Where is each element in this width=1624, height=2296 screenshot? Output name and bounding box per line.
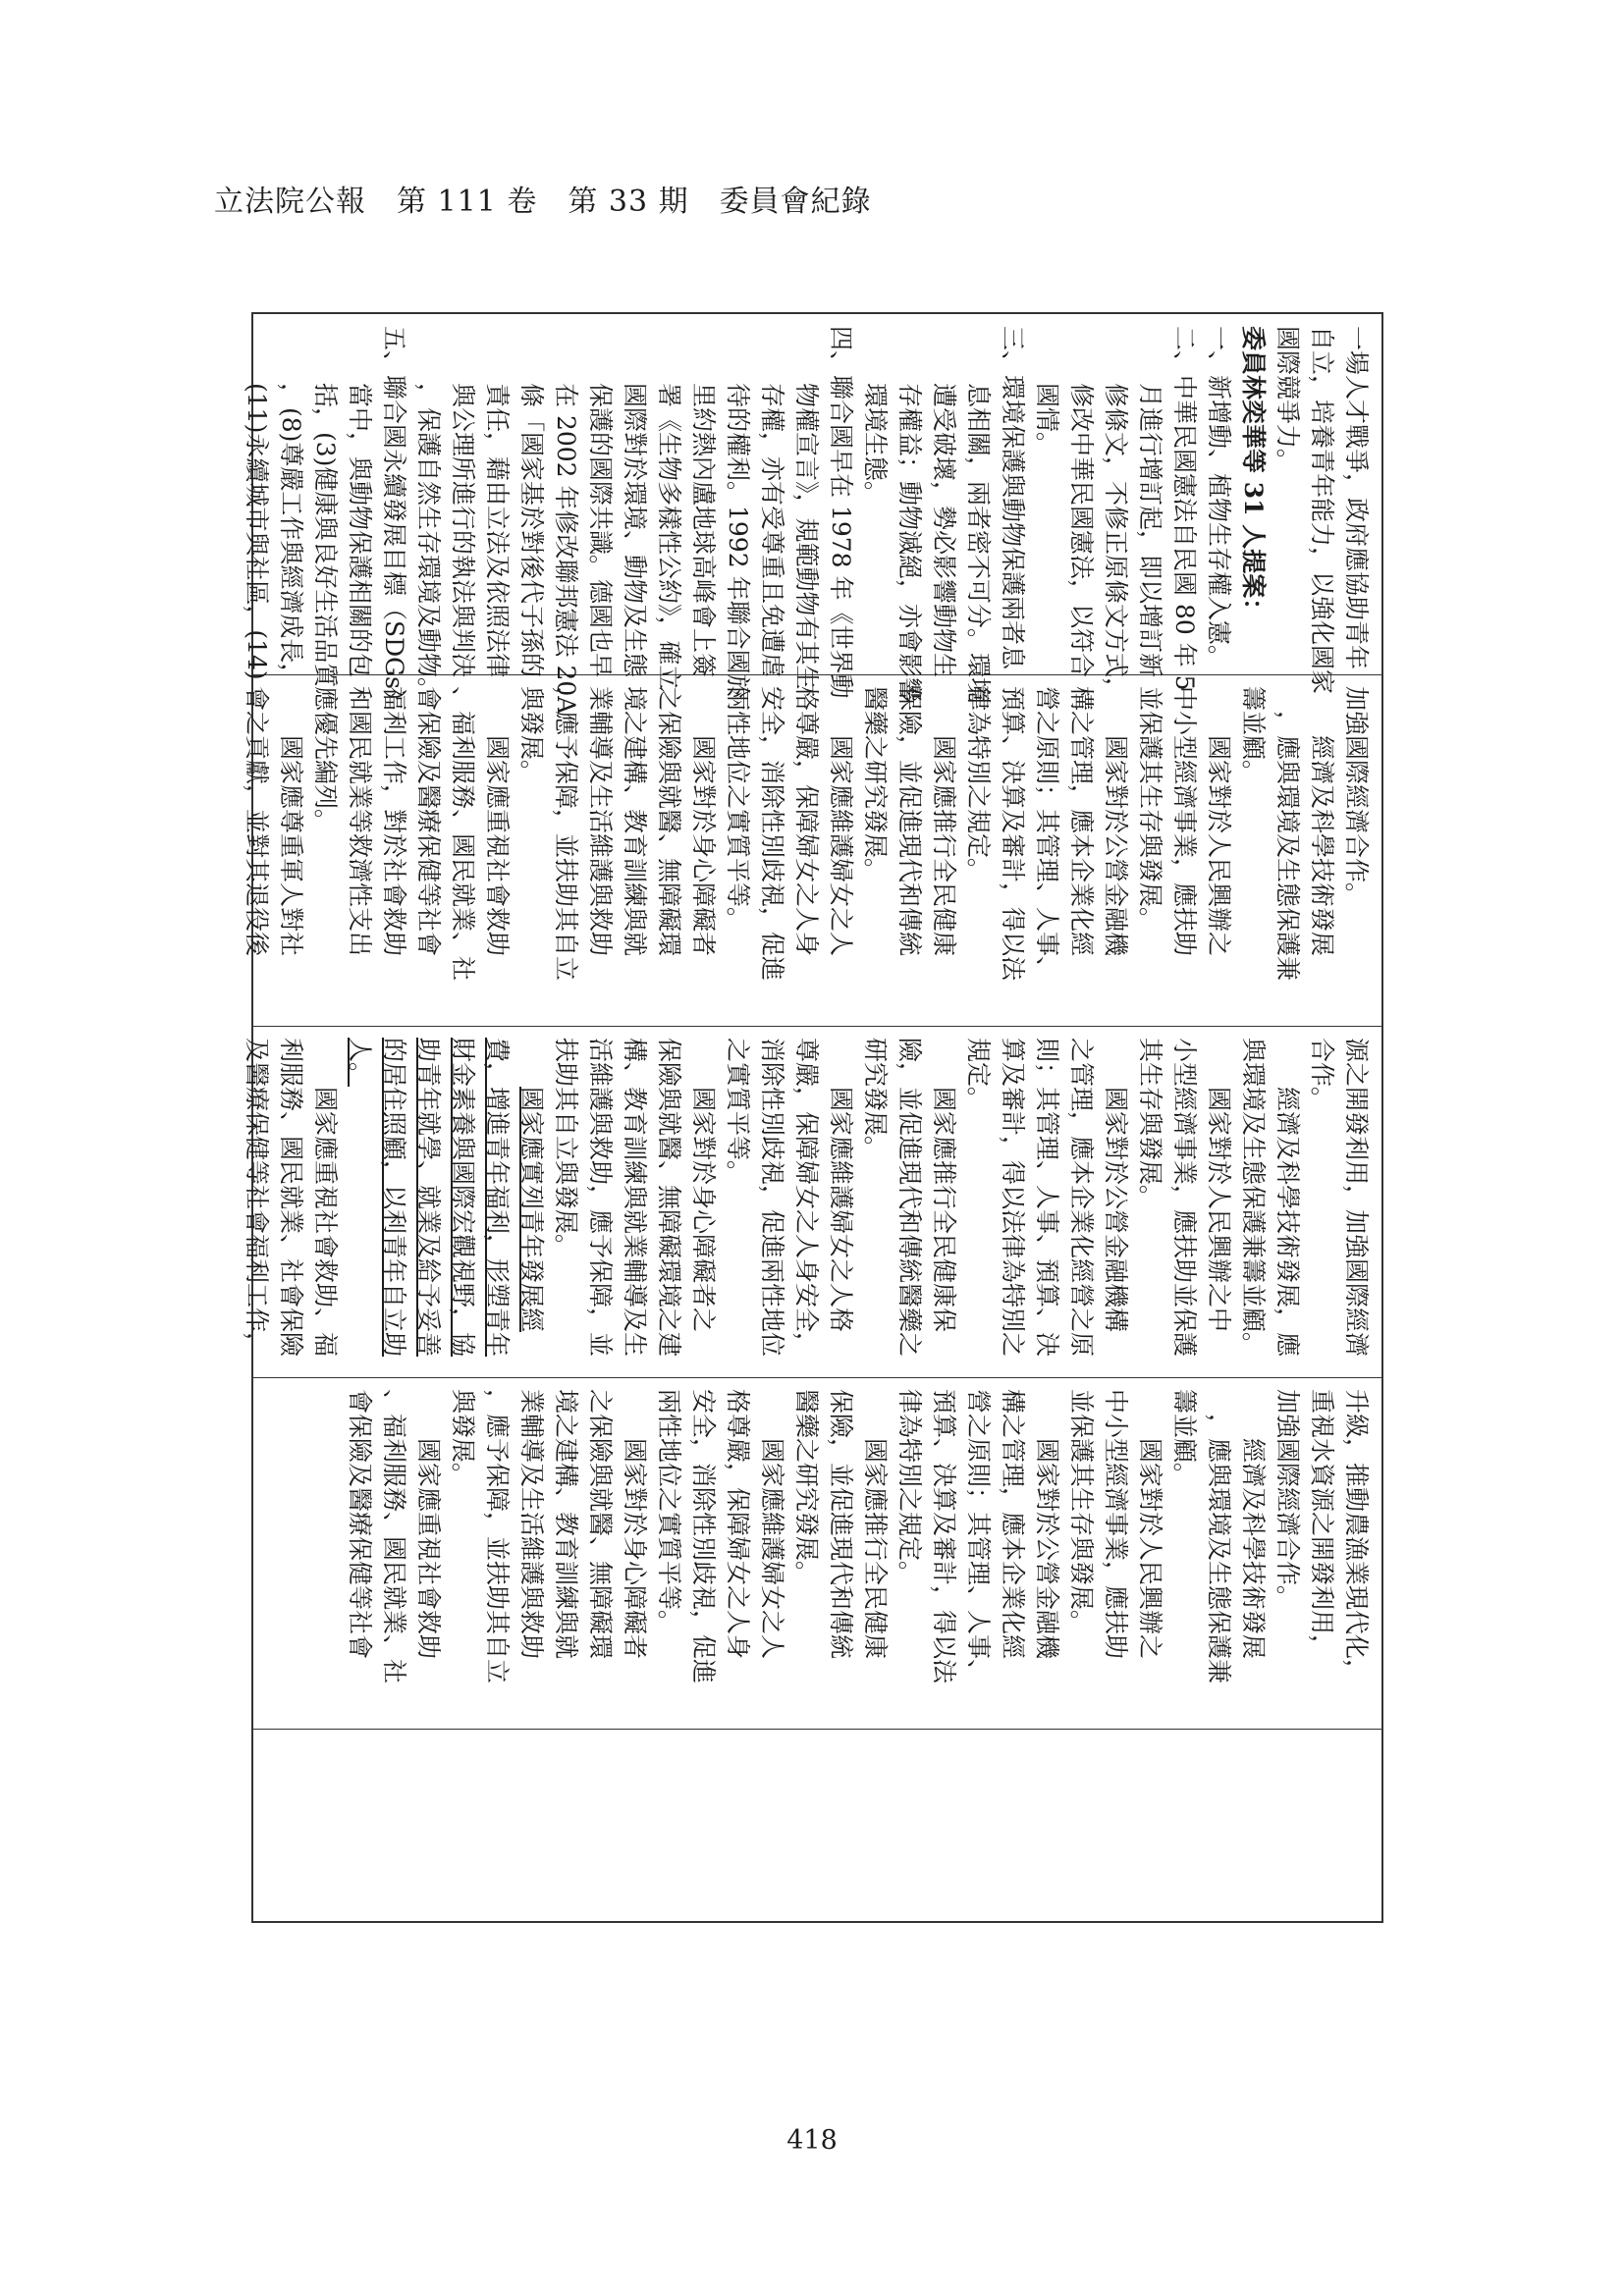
text-line: 經濟及科學技術發展 xyxy=(1239,1438,1268,1660)
text-line: 國家對於公營金融機構 xyxy=(1102,1087,1130,1333)
text-line: 財金素養與國際宏觀視野，協 xyxy=(449,1038,477,1358)
text-line: 國情。 xyxy=(1033,383,1061,457)
text-line: 保險，並促進現代和傳統 xyxy=(827,1389,855,1660)
column-proposed-article xyxy=(243,1026,1381,1377)
text-line: 國家對於人民興辦之中 xyxy=(1205,1087,1233,1333)
text-line: 月進行增訂起，即以增訂新 xyxy=(1136,383,1164,678)
text-line: 合作。 xyxy=(1308,1038,1336,1112)
text-line: ，應與環境及生態保護兼 xyxy=(1205,1414,1233,1684)
text-line: 國家應重視社會救助、福 xyxy=(311,1087,340,1358)
text-line: 國際對於環境、動物及生態 xyxy=(621,383,649,678)
text-line: 條「國家基於對後代子孫的 xyxy=(517,383,546,678)
text-line: 國家應重視社會救助 xyxy=(414,1438,443,1660)
text-line: 一場人才戰爭，政府應協助青年 xyxy=(1342,326,1371,670)
text-line: 算及審計，得以法律為特別之 xyxy=(999,1038,1027,1358)
text-line: 律為特別之規定。 xyxy=(964,686,993,883)
text-line: 與發展。 xyxy=(517,686,546,785)
text-line: 國家應維護婦女之人 xyxy=(758,1438,786,1660)
text-line: 和國民就業等救濟性支出 xyxy=(346,686,374,957)
text-line: (11)永續城市與社區，(14) xyxy=(243,383,271,680)
text-line: 之保險與就醫、無障礙環 xyxy=(655,686,683,957)
text-line: 安全，消除性別歧視，促進 xyxy=(689,1389,718,1684)
text-line: 國家應推行全民健康保 xyxy=(930,1087,958,1333)
text-line: 業輔導及生活維護與救助 xyxy=(586,686,615,957)
text-line: 環境生態。 xyxy=(861,383,890,507)
text-line: 會保險及醫療保健等社會 xyxy=(414,686,443,957)
text-line: 小型經濟事業，應扶助並保護 xyxy=(1170,1038,1199,1358)
text-line: 兩性地位之實質平等。 xyxy=(655,1389,683,1635)
text-line: 修條文，不修正原條文方式， xyxy=(1102,383,1130,703)
text-line: 保護的國際共識。德國也早 xyxy=(586,383,615,678)
column-text xyxy=(243,314,1381,715)
column-current-law-a xyxy=(253,1377,1381,1729)
text-line: 則；其管理、人事、預算、決 xyxy=(1033,1038,1061,1358)
text-line: 扶助其自立與發展。 xyxy=(552,1038,580,1259)
text-line: 之實質平等。 xyxy=(724,1038,752,1186)
text-line: 預算、決算及審計，得以法 xyxy=(999,686,1027,982)
text-line: ，應予保障，並扶助其自立 xyxy=(483,1389,512,1684)
text-line: 國家應尊重軍人對社 xyxy=(277,735,305,957)
text-line: ，保護自然生存環境及動物。 xyxy=(414,383,443,703)
text-line: 活維護與救助，應予保障，並 xyxy=(586,1038,615,1358)
text-line: 、福利服務、國民就業、社 xyxy=(449,686,477,982)
text-line: 息相關，兩者密不可分。環境 xyxy=(964,383,993,703)
text-line: 的居住照顧，以利青年自立助 xyxy=(380,1038,408,1358)
text-line: 與環境及生態保護兼籌並顧。 xyxy=(1239,1038,1268,1358)
text-line: 加強國際經濟合作。 xyxy=(1273,1389,1302,1611)
text-line: 與公理所進行的執法與判決 xyxy=(449,383,477,678)
text-line: 括，(3)健康與良好生活品質 xyxy=(311,383,340,688)
text-line: 兩性地位之實質平等。 xyxy=(724,686,752,933)
text-line: 福利工作，對於社會救助 xyxy=(380,686,408,957)
text-line: ，應予保障，並扶助其自立 xyxy=(552,686,580,982)
text-line: 在 2002 年修改聯邦憲法 20A xyxy=(552,383,580,715)
text-line: 安全，消除性別歧視，促進 xyxy=(758,686,786,982)
column-text xyxy=(253,1377,1381,1729)
text-line: 責任，藉由立法及依照法律 xyxy=(483,383,512,678)
text-line: 一、新增動、植物生存權入憲。 xyxy=(1205,326,1233,670)
text-line: 待的權利。1992 年聯合國於 xyxy=(724,383,752,699)
text-line: 加強國際經濟合作。 xyxy=(1342,686,1371,908)
text-line: 並保護其生存與發展。 xyxy=(1067,1389,1096,1635)
text-line: 國家對於人民興辦之 xyxy=(1205,735,1233,957)
text-line: 格尊嚴，保障婦女之人身 xyxy=(792,686,821,957)
bulletin-header: 立法院公報 第 111 卷 第 33 期 委員會紀錄 xyxy=(214,185,872,219)
text-line: 國際競爭力。 xyxy=(1273,326,1302,474)
text-line: 其生存與發展。 xyxy=(1136,1038,1164,1210)
text-line: 預算、決算及審計，得以法 xyxy=(930,1389,958,1684)
text-line: 二、中華民國憲法自民國 80 年 5 xyxy=(1170,326,1199,691)
text-line: 醫藥之研究發展。 xyxy=(861,686,890,883)
text-line: 國家對於人民興辦之 xyxy=(1136,1438,1164,1660)
text-line: 修改中華民國憲法，以符合 xyxy=(1067,383,1096,678)
text-line: 三、環境保護與動物保護兩者息 xyxy=(999,326,1027,670)
text-line: 險，並促進現代和傳統醫藥之 xyxy=(895,1038,924,1358)
text-line: 保險與就醫、無障礙環境之建 xyxy=(655,1038,683,1358)
text-line: 籌並顧。 xyxy=(1170,1389,1199,1488)
comparison-table xyxy=(243,312,1383,1923)
text-line: 會保險及醫療保健等社會 xyxy=(346,1389,374,1660)
text-line: 消除性別歧視，促進兩性地位 xyxy=(758,1038,786,1358)
text-line: 國家應維護婦女之人 xyxy=(827,735,855,957)
text-line: 構之管理，應本企業化經 xyxy=(999,1389,1027,1660)
text-line: 國家對於身心障礙者 xyxy=(689,735,718,957)
column-text xyxy=(253,1729,1381,1923)
text-line: 境之建構、教育訓練與就 xyxy=(621,686,649,957)
text-line: 源之開發利用，加強國際經濟 xyxy=(1342,1038,1371,1358)
text-line: 中小型經濟事業，應扶助 xyxy=(1102,1389,1130,1660)
text-line: 國家應實列青年發展經 xyxy=(517,1087,546,1333)
text-line: 國家應推行全民健康 xyxy=(861,1438,890,1660)
text-line: ，(8)尊嚴工作與經濟成長， xyxy=(277,383,305,688)
text-line: 營之原則；其管理、人事、 xyxy=(964,1389,993,1684)
text-line: 五、聯合國永續發展目標（SDGs） xyxy=(380,326,408,714)
text-line: 存權，亦有受尊重且免遭虐 xyxy=(758,383,786,678)
text-line: 國家應推行全民健康 xyxy=(930,735,958,957)
text-line: 及醫療保健等社會福利工作， xyxy=(243,1038,271,1358)
text-line: 國家對於身心障礙者之 xyxy=(689,1087,718,1333)
column-text xyxy=(243,1026,1381,1377)
text-line: 委員林奕華等 31 人提案： xyxy=(1239,326,1268,623)
text-line: 國家對於身心障礙者 xyxy=(621,1438,649,1660)
text-line: 格尊嚴，保障婦女之人身 xyxy=(724,1389,752,1660)
text-line: 經濟及科學技術發展，應 xyxy=(1273,1087,1302,1358)
text-line: 國家對於公營金融機 xyxy=(1102,735,1130,957)
text-line: 構之管理，應本企業化經 xyxy=(1067,686,1096,957)
text-line: 存權益；動物滅絕，亦會影響 xyxy=(895,383,924,703)
column-current-law-b xyxy=(243,674,1381,1026)
text-line: 律為特別之規定。 xyxy=(895,1389,924,1586)
text-line: 物權宣言》，規範動物有其生 xyxy=(792,383,821,690)
column-text xyxy=(243,674,1381,1026)
text-line: 構、教育訓練與就業輔導及生 xyxy=(621,1038,649,1358)
text-line: 升級，推動農漁業現代化， xyxy=(1342,1389,1371,1684)
text-line: 國家應維護婦女之人格 xyxy=(827,1087,855,1333)
text-line: 研究發展。 xyxy=(861,1038,890,1161)
text-line: 費，增進青年福利，形塑青年 xyxy=(483,1038,512,1358)
text-line: 重視水資源之開發利用， xyxy=(1308,1389,1336,1660)
text-line: 國家應重視社會救助 xyxy=(483,735,512,957)
text-line: 里約熱內盧地球高峰會上簽 xyxy=(689,383,718,678)
text-line: 署《生物多樣性公約》，確立 xyxy=(655,383,683,690)
page-number: 418 xyxy=(786,2125,838,2156)
text-line: 與發展。 xyxy=(449,1389,477,1488)
text-line: 利服務、國民就業、社會保險 xyxy=(277,1038,305,1358)
text-line: 保險，並促進現代和傳統 xyxy=(895,686,924,957)
text-line: 規定。 xyxy=(964,1038,993,1112)
text-line: 中小型經濟事業，應扶助 xyxy=(1170,686,1199,957)
text-line: 遭受破壞，勢必影響動物生 xyxy=(930,383,958,678)
text-line: 四、聯合國早在 1978 年《世界動 xyxy=(827,326,855,699)
text-line: 自立，培養青年能力，以強化國家 xyxy=(1308,326,1336,695)
column-proposal-explanation xyxy=(243,314,1381,715)
text-line: ，應與環境及生態保護兼 xyxy=(1273,711,1302,982)
column-empty xyxy=(253,1729,1381,1923)
text-line: 營之原則；其管理、人事、 xyxy=(1033,686,1061,982)
text-line: 助青年就學、就業及給予妥善 xyxy=(414,1038,443,1358)
text-line: 國家對於公營金融機 xyxy=(1033,1438,1061,1660)
text-line: 會之貢獻，並對其退役後 xyxy=(243,686,271,957)
text-line: 應優先編列。 xyxy=(311,686,340,834)
text-line: 業輔導及生活維護與救助 xyxy=(517,1389,546,1660)
text-line: 經濟及科學技術發展 xyxy=(1308,735,1336,957)
text-line: 人。 xyxy=(346,1038,374,1088)
text-line: 之管理，應本企業化經營之原 xyxy=(1067,1038,1096,1358)
text-line: 之保險與就醫、無障礙環 xyxy=(586,1389,615,1660)
text-line: 境之建構、教育訓練與就 xyxy=(552,1389,580,1660)
text-line: 籌並顧。 xyxy=(1239,686,1268,785)
text-line: 當中，與動物保護相關的包 xyxy=(346,383,374,678)
text-line: 尊嚴，保障婦女之人身安全， xyxy=(792,1038,821,1358)
text-line: 醫藥之研究發展。 xyxy=(792,1389,821,1586)
text-line: 、福利服務、國民就業、社 xyxy=(380,1389,408,1684)
text-line: 並保護其生存與發展。 xyxy=(1136,686,1164,933)
